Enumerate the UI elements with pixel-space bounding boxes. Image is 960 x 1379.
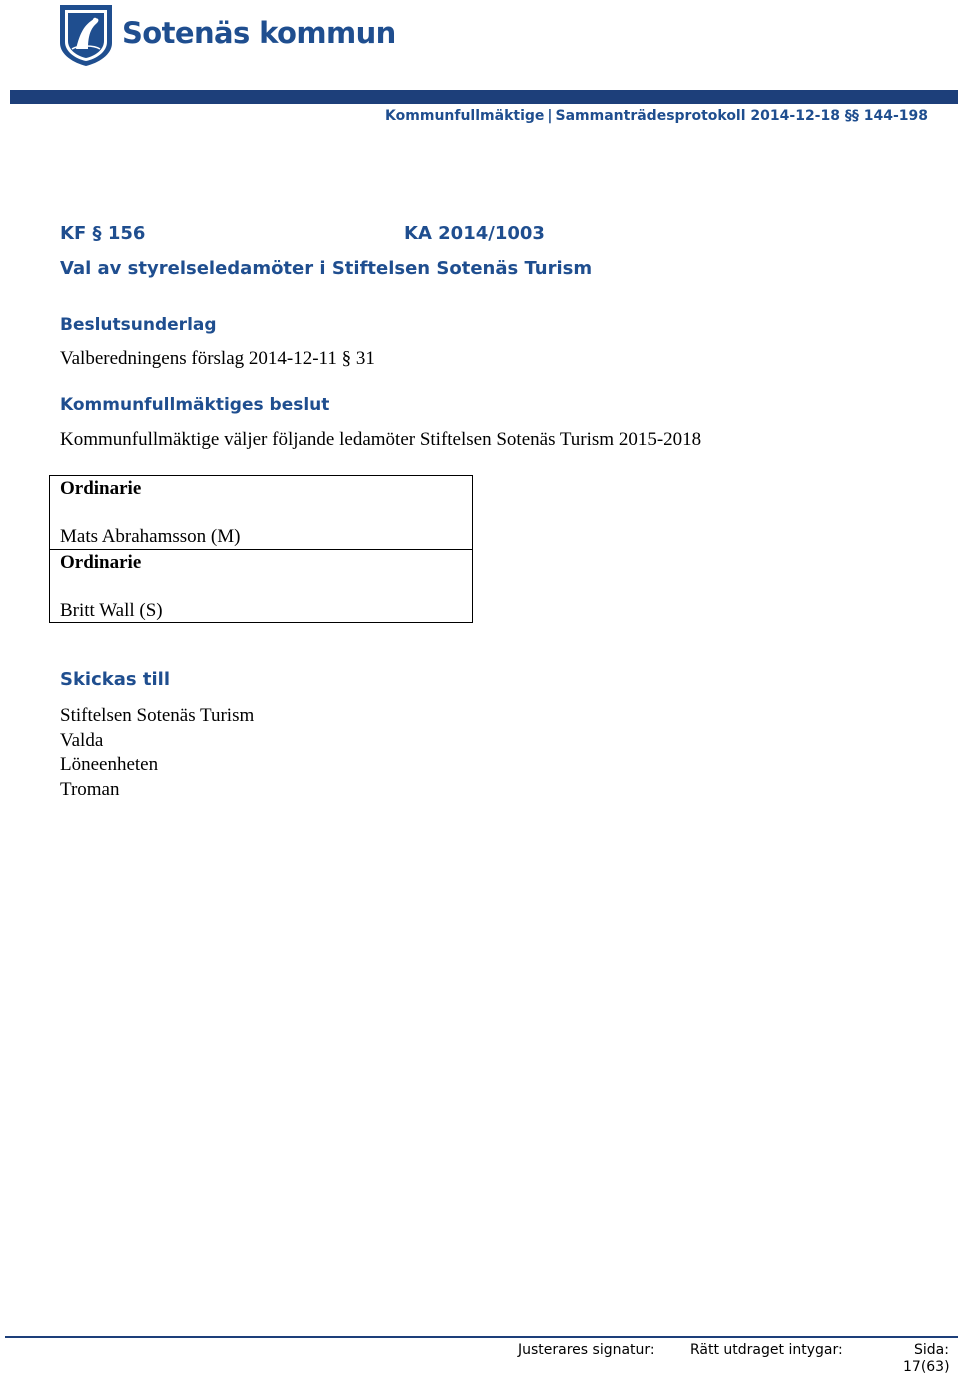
footer-certified-label: Rätt utdraget intygar: xyxy=(690,1342,843,1358)
member-role: Ordinarie xyxy=(60,478,142,499)
header-body: Kommunfullmäktige xyxy=(385,108,545,124)
case-paragraph-symbol: § xyxy=(92,223,102,244)
header-date: 2014-12-18 xyxy=(750,108,840,124)
footer-page-label: Sida: xyxy=(914,1342,949,1358)
footer-divider xyxy=(5,1336,958,1338)
case-kf-label: KF xyxy=(60,223,87,244)
header-paragraphs: 144-198 xyxy=(863,108,928,124)
basis-text: Valberedningens förslag 2014-12-11 xyxy=(60,348,337,369)
case-number xyxy=(60,223,145,244)
send-to-heading: Skickas till xyxy=(60,669,170,690)
municipality-logo-icon xyxy=(58,3,114,67)
member-name: Mats Abrahamsson (M) xyxy=(60,526,241,547)
case-ka: KA 2014/1003 xyxy=(404,223,545,244)
members-table xyxy=(49,475,473,623)
page-title: Val av styrelseledamöter i Stiftelsen Sotenäs Turism xyxy=(60,258,593,279)
member-role: Ordinarie xyxy=(60,552,142,573)
basis-heading: Beslutsunderlag xyxy=(60,315,217,335)
basis-ref: 31 xyxy=(355,348,375,369)
header-doc-type: Sammanträdesprotokoll xyxy=(555,108,746,124)
logo-text: Sotenäs kommun xyxy=(122,16,396,50)
send-to-recipient: Löneenheten xyxy=(60,754,159,775)
member-name: Britt Wall (S) xyxy=(60,600,163,621)
footer-page-number: 17(63) xyxy=(903,1359,950,1375)
send-to-list xyxy=(60,704,254,802)
decision-heading: Kommunfullmäktiges beslut xyxy=(60,395,330,415)
header-bar xyxy=(10,90,958,104)
decision-text: Kommunfullmäktige väljer följande ledamöter Stiftelsen Sotenäs Turism 2015-2018 xyxy=(60,429,702,450)
basis-text-line xyxy=(60,348,375,370)
footer-adjuster-label: Justerares signatur: xyxy=(518,1342,655,1358)
send-to-recipient: Valda xyxy=(60,729,104,751)
case-paragraph-number: 156 xyxy=(107,223,146,244)
table-divider xyxy=(50,549,472,550)
send-to-recipient: Stiftelsen Sotenäs Turism xyxy=(60,705,255,726)
basis-symbol: § xyxy=(341,348,352,369)
header-paragraph-symbol: §§ xyxy=(844,108,859,124)
document-header: Kommunfullmäktige | Sammanträdesprotokoll 2014-12-18 §§ 144-198 xyxy=(385,108,928,124)
send-to-recipient: Troman xyxy=(60,778,120,800)
